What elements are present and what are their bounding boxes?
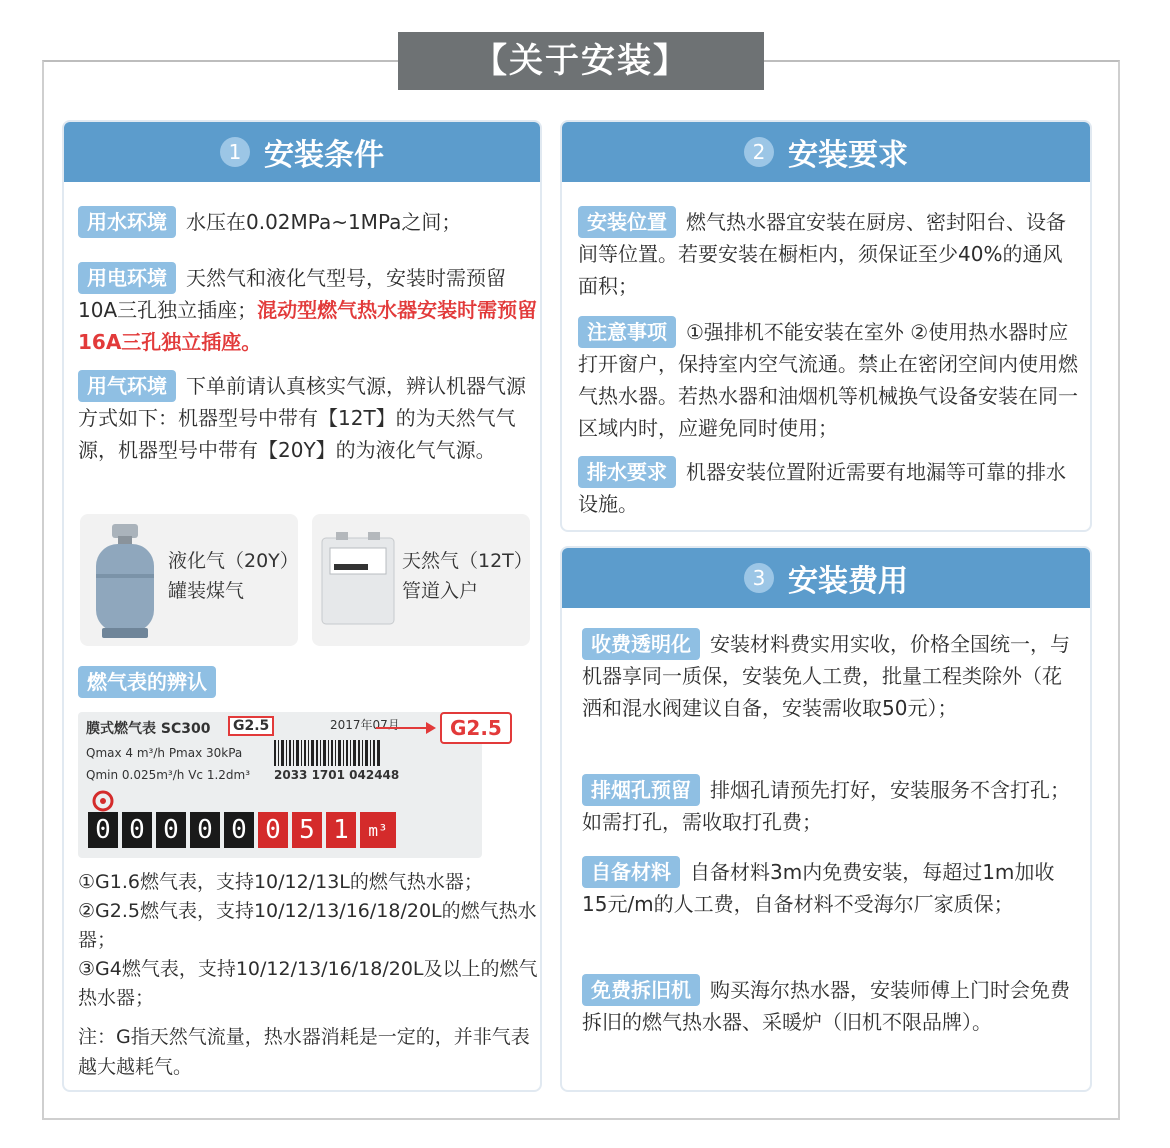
meter-qmin: Qmin 0.025m³/h Vc 1.2dm³ [86, 768, 251, 782]
power-env-tag: 用电环境 [78, 262, 176, 294]
notice-tag: 注意事项 [578, 316, 676, 348]
odometer-digit-red: 1 [326, 812, 356, 848]
odometer-unit: m³ [360, 812, 396, 848]
meter-list [78, 868, 538, 1013]
section-number-3: 3 [744, 563, 774, 593]
location-tag: 安装位置 [578, 206, 676, 238]
odometer-digit: 0 [190, 812, 220, 848]
meter-identify-block [78, 666, 226, 698]
location-block [578, 206, 1078, 302]
lpg-photo-panel [80, 514, 298, 646]
flue-tag: 排烟孔预留 [582, 774, 700, 806]
drain-block [578, 456, 1078, 520]
power-env-highlight: 混动型燃气热水器安装时需预留16A三孔独立插座。 [78, 298, 538, 354]
list-item: ②G2.5燃气表，支持10/12/13/16/18/20L的燃气热水器； [78, 900, 537, 951]
water-env-block [78, 206, 538, 238]
power-env-text: 天然气和液化气型号，安装时需预留10A三孔独立插座； [78, 266, 506, 322]
lpg-line1: 液化气（20Y） [168, 550, 299, 572]
ng-photo-panel [312, 514, 533, 646]
flue-text: 排烟孔请预先打好，安装服务不含打孔；如需打孔，需收取打孔费； [582, 778, 1070, 834]
odometer-digit-red: 0 [258, 812, 288, 848]
notice-block [578, 316, 1078, 444]
install-requirements-header [562, 122, 1090, 182]
install-fees-card [560, 546, 1092, 1092]
material-text: 自备材料3m内免费安装，每超过1m加收15元/m的人工费，自备材料不受海尔厂家质保； [582, 860, 1055, 916]
meter-grade: G2.5 [228, 716, 274, 736]
install-requirements-card [560, 120, 1092, 532]
list-item: ③G4燃气表，支持10/12/13/16/18/20L及以上的燃气热水器； [78, 958, 538, 1009]
meter-note: 注：G指天然气流量，热水器消耗是一定的，并非气表越大越耗气。 [78, 1026, 530, 1078]
meter-model: 膜式燃气表 SC300 [86, 721, 211, 737]
lpg-line2: 罐装煤气 [168, 580, 245, 602]
install-requirements-heading: 安装要求 [788, 138, 908, 173]
transparent-tag: 收费透明化 [582, 628, 700, 660]
removal-text: 购买海尔热水器，安装师傅上门时会免费拆旧的燃气热水器、采暖炉（旧机不限品牌）。 [582, 978, 1070, 1034]
location-text: 燃气热水器宜安装在厨房、密封阳台、设备间等位置。若要安装在橱柜内，须保证至少40%的通风面积； [578, 210, 1066, 298]
ng-line1: 天然气（12T） [402, 550, 533, 572]
list-item: ①G1.6燃气表，支持10/12/13L的燃气热水器； [78, 871, 483, 893]
meter-serial: 2033 1701 042448 [274, 768, 400, 782]
meter-odometer [88, 812, 396, 848]
odometer-digit: 0 [122, 812, 152, 848]
section-number-1: 1 [220, 137, 250, 167]
gas-meter-icon [318, 530, 398, 630]
power-env-block [78, 262, 538, 358]
meter-logo-icon [92, 790, 114, 812]
flue-block [582, 774, 1076, 838]
gas-cylinder-icon [90, 520, 160, 640]
install-fees-header [562, 548, 1090, 608]
meter-identify-tag: 燃气表的辨认 [78, 666, 216, 698]
install-conditions-heading: 安装条件 [264, 138, 384, 173]
odometer-digit-red: 5 [292, 812, 322, 848]
odometer-digit: 0 [156, 812, 186, 848]
transparent-text: 安装材料费实用实收，价格全国统一，与机器享同一质保，安装免人工费，批量工程类除外（花洒和混水阀建议自备，安装需收取50元）； [582, 632, 1070, 720]
gas-env-tag: 用气环境 [78, 370, 176, 402]
material-block [582, 856, 1076, 920]
water-env-text: 水压在0.02MPa~1MPa之间； [186, 210, 462, 234]
ng-line2: 管道入户 [402, 580, 479, 602]
page-title: 【关于安装】 [398, 32, 764, 90]
install-fees-heading: 安装费用 [788, 564, 908, 599]
drain-text: 机器安装位置附近需要有地漏等可靠的排水设施。 [578, 460, 1066, 516]
odometer-digit: 0 [224, 812, 254, 848]
transparent-block [582, 628, 1076, 724]
callout-arrow-icon [376, 720, 436, 736]
drain-tag: 排水要求 [578, 456, 676, 488]
water-env-tag: 用水环境 [78, 206, 176, 238]
install-conditions-header [64, 122, 540, 182]
material-tag: 自备材料 [582, 856, 680, 888]
barcode-icon [274, 740, 382, 766]
meter-qmax: Qmax 4 m³/h Pmax 30kPa [86, 746, 243, 760]
grade-callout: G2.5 [440, 712, 512, 744]
notice-text: ①强排机不能安装在室外 ②使用热水器时应打开窗户，保持室内空气流通。禁止在密闭空间内使用燃气热水器。若热水器和油烟机等机械换气设备安装在同一区域内时，应避免同时使用； [578, 320, 1078, 440]
meter-date: 2017年07月 [330, 718, 400, 732]
section-number-2: 2 [744, 137, 774, 167]
gas-env-block [78, 370, 538, 466]
install-conditions-card [62, 120, 542, 1092]
odometer-digit: 0 [88, 812, 118, 848]
gas-env-text: 下单前请认真核实气源，辨认机器气源方式如下：机器型号中带有【12T】的为天然气气源，机器型号中带有【20Y】的为液化气气源。 [78, 374, 526, 462]
removal-block [582, 974, 1076, 1038]
removal-tag: 免费拆旧机 [582, 974, 700, 1006]
